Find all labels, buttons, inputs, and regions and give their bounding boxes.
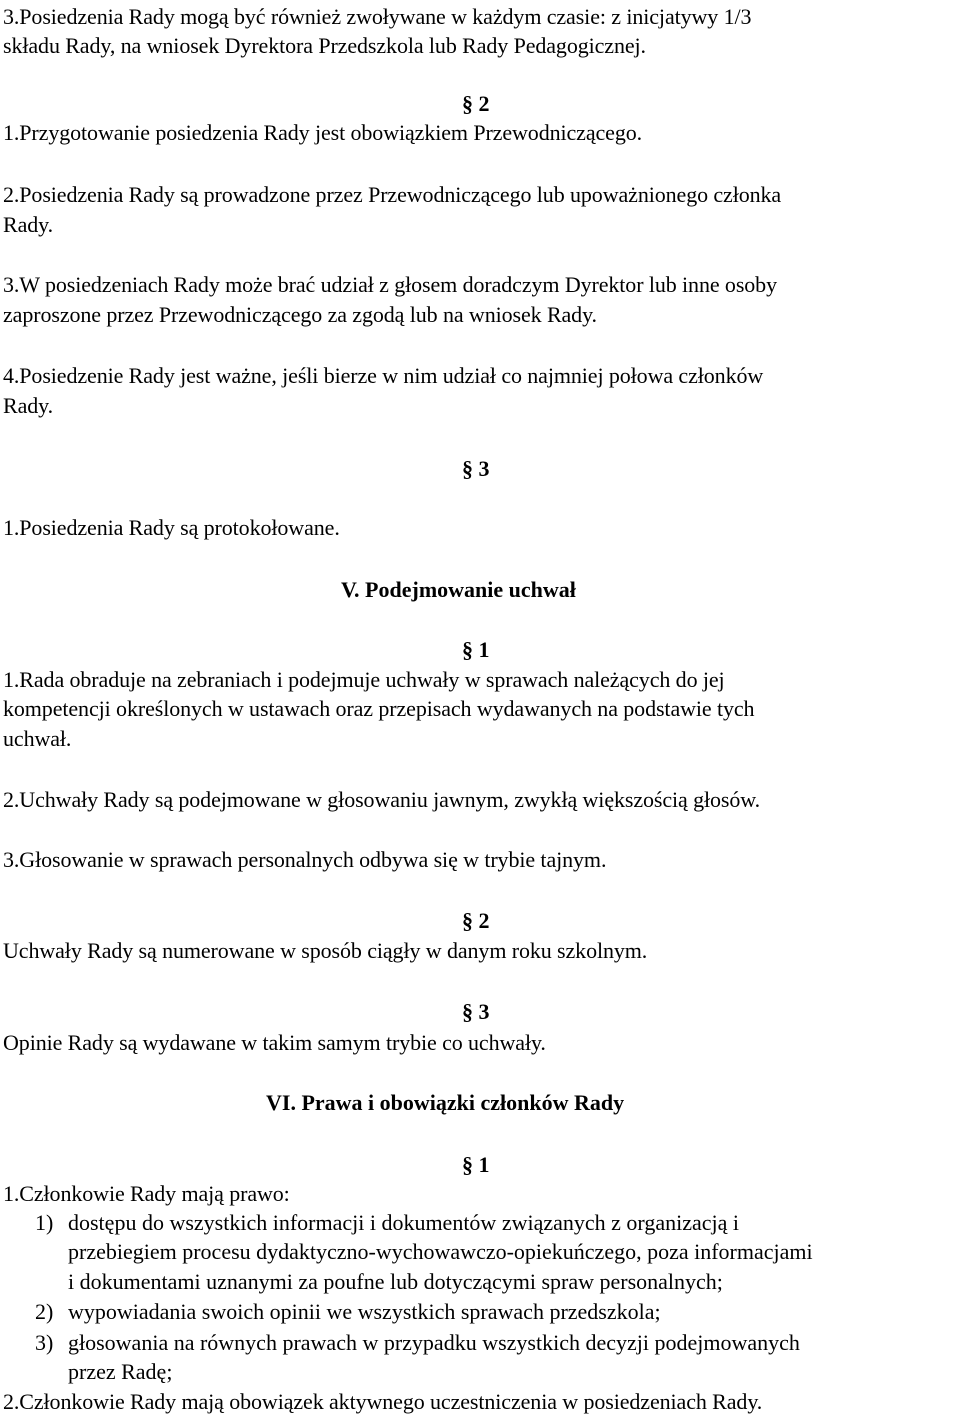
chapter-5-paragraph-1-line-2: kompetencji określonych w ustawach oraz przepisach wydawanych na podstawie tych <box>3 696 755 721</box>
list-item-number: 1) <box>35 1210 54 1235</box>
section-number: 3 <box>478 999 490 1024</box>
section-2-paragraph-2-line-2: Rady. <box>3 212 54 237</box>
section-2-paragraph-4-line-2: Rady. <box>3 393 54 418</box>
section-sign-icon: § <box>462 637 473 662</box>
list-item <box>35 1297 661 1327</box>
section-sign-icon: § <box>462 1152 473 1177</box>
chapter-5-paragraph-2: 2.Uchwały Rady są podejmowane w głosowaniu jawnym, zwykłą większością głosów. <box>3 787 761 812</box>
list-item-number: 3) <box>35 1330 54 1355</box>
chapter-6-paragraph-2: 2.Członkowie Rady mają obowiązek aktywnego uczestniczenia w posiedzeniach Rady. <box>3 1389 763 1414</box>
section-3-paragraph-1: 1.Posiedzenia Rady są protokołowane. <box>3 515 340 540</box>
section-number: 3 <box>478 456 490 481</box>
list-item-text: wypowiadania swoich opinii we wszystkich sprawach przedszkola; <box>68 1299 661 1324</box>
section-sign-icon: § <box>462 456 473 481</box>
chapter-6-heading: VI. Prawa i obowiązki członków Rady <box>266 1090 625 1115</box>
list-item-continuation: przez Radę; <box>68 1359 173 1384</box>
section-2-paragraph-3-line-1: 3.W posiedzeniach Rady może brać udział z głosem doradczym Dyrektor lub inne osoby <box>3 272 777 297</box>
section-sign-icon: § <box>462 908 473 933</box>
list-item <box>35 1208 739 1238</box>
section-mark-2 <box>462 906 490 936</box>
section-sign-icon: § <box>462 91 473 116</box>
chapter-5-heading: V. Podejmowanie uchwał <box>341 577 576 602</box>
chapter-6-paragraph-1: 1.Członkowie Rady mają prawo: <box>3 1181 290 1206</box>
paragraph-3-line-2: składu Rady, na wniosek Dyrektora Przedszkola lub Rady Pedagogicznej. <box>3 33 646 58</box>
list-item-text: głosowania na równych prawach w przypadku wszystkich decyzji podejmowanych <box>68 1330 800 1355</box>
section-mark-1 <box>462 635 490 665</box>
chapter-5-paragraph-1-line-1: 1.Rada obraduje na zebraniach i podejmuje uchwały w sprawach należących do jej <box>3 667 725 692</box>
section-2-paragraph-1: 1.Przygotowanie posiedzenia Rady jest obowiązkiem Przewodniczącego. <box>3 120 643 145</box>
chapter-5-section-3-paragraph: Opinie Rady są wydawane w takim samym trybie co uchwały. <box>3 1030 546 1055</box>
list-item-number: 2) <box>35 1299 54 1324</box>
section-2-paragraph-2-line-1: 2.Posiedzenia Rady są prowadzone przez Przewodniczącego lub upoważnionego członka <box>3 182 782 207</box>
list-item-text: dostępu do wszystkich informacji i dokumentów związanych z organizacją i <box>68 1210 739 1235</box>
section-sign-icon: § <box>462 999 473 1024</box>
chapter-5-paragraph-1-line-3: uchwał. <box>3 726 72 751</box>
list-item <box>35 1328 800 1358</box>
section-2-paragraph-4-line-1: 4.Posiedzenie Rady jest ważne, jeśli bierze w nim udział co najmniej połowa członków <box>3 363 764 388</box>
list-item-continuation: i dokumentami uznanymi za poufne lub dotyczącymi spraw personalnych; <box>68 1269 723 1294</box>
section-number: 1 <box>478 637 490 662</box>
section-mark-1 <box>462 1150 490 1180</box>
section-mark-3 <box>462 997 490 1027</box>
section-number: 1 <box>478 1152 490 1177</box>
list-item-continuation: przebiegiem procesu dydaktyczno-wychowawczo-opiekuńczego, poza informacjami <box>68 1239 813 1264</box>
paragraph-3-line-1: 3.Posiedzenia Rady mogą być również zwoływane w każdym czasie: z inicjatywy 1/3 <box>3 4 752 29</box>
section-mark-2 <box>462 89 490 119</box>
chapter-5-paragraph-3: 3.Głosowanie w sprawach personalnych odbywa się w trybie tajnym. <box>3 847 607 872</box>
section-number: 2 <box>478 908 490 933</box>
section-number: 2 <box>478 91 490 116</box>
chapter-5-section-2-paragraph: Uchwały Rady są numerowane w sposób ciągły w danym roku szkolnym. <box>3 938 648 963</box>
section-2-paragraph-3-line-2: zaproszone przez Przewodniczącego za zgodą lub na wniosek Rady. <box>3 302 597 327</box>
section-mark-3 <box>462 454 490 484</box>
